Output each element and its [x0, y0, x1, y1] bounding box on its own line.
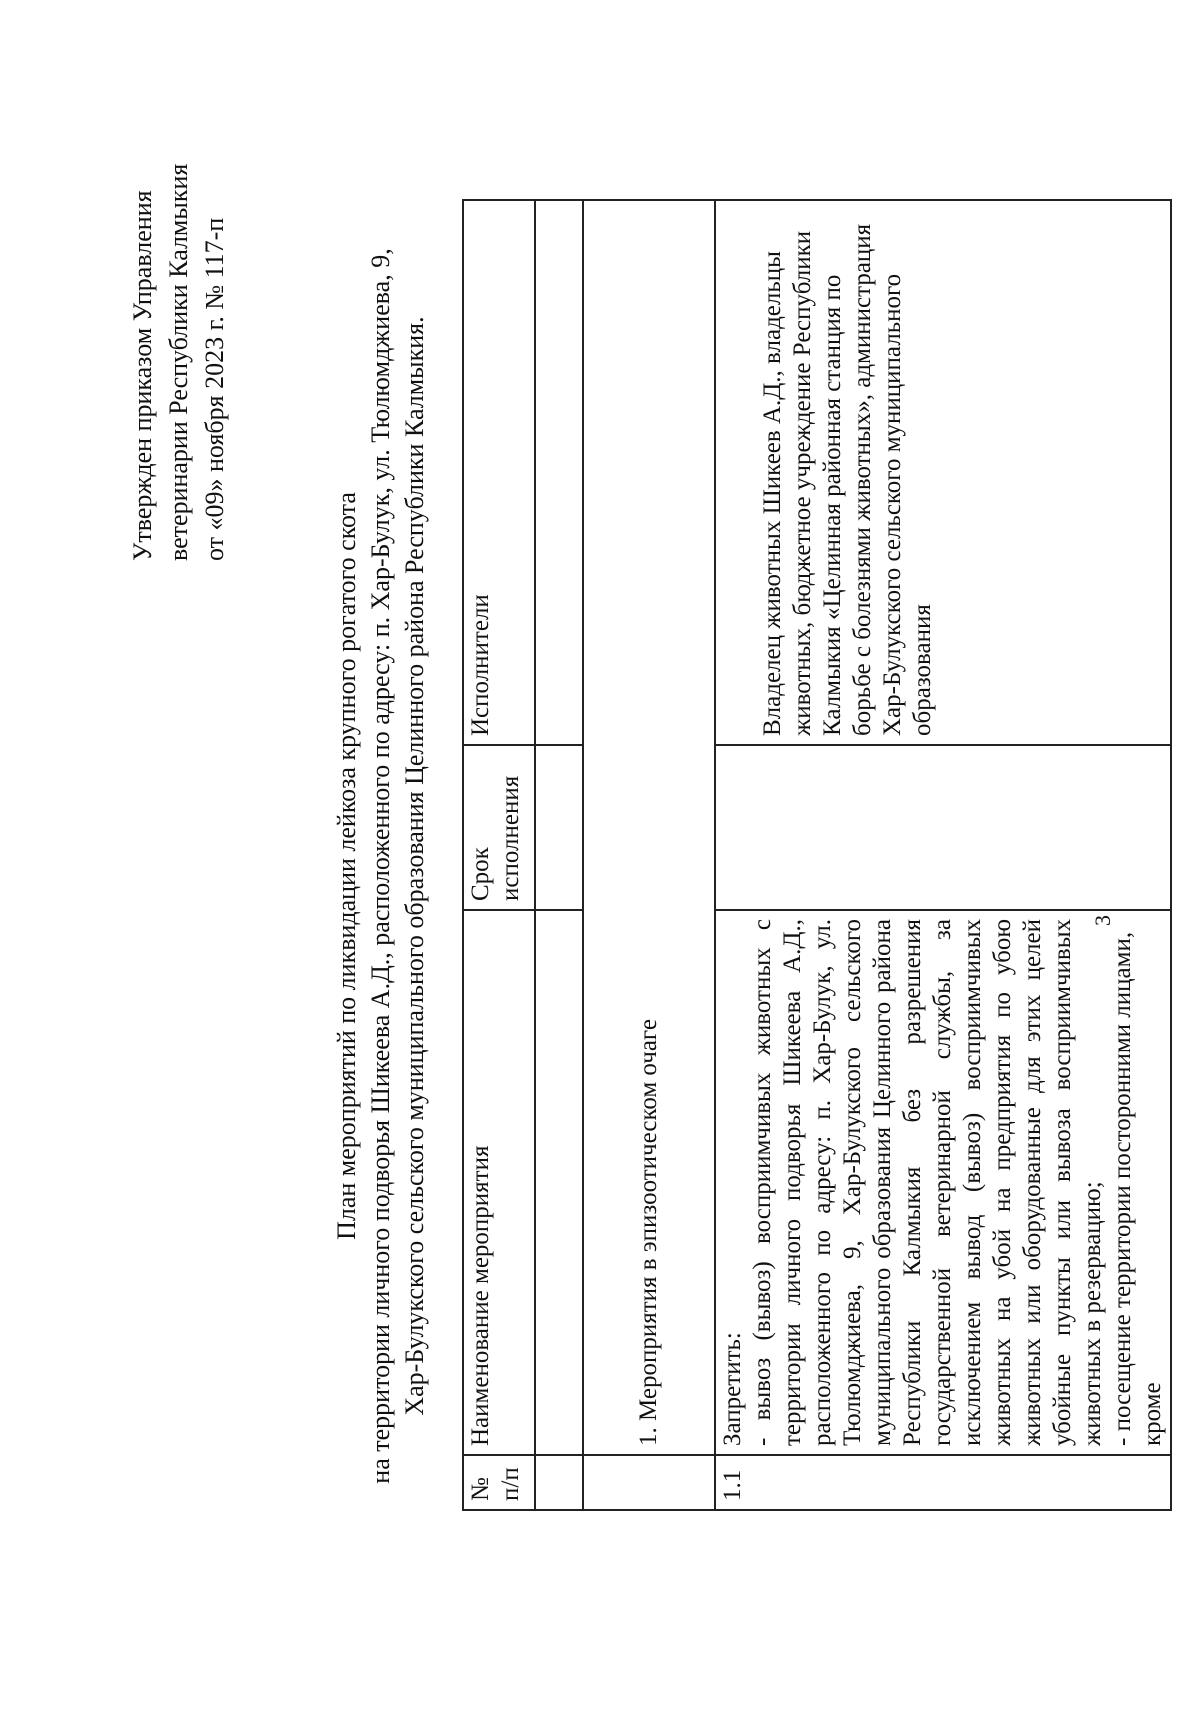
row-num: 1.1 — [715, 1455, 1171, 1510]
header-executors: Исполнители — [463, 200, 535, 745]
section-row — [583, 200, 715, 1510]
page-number: 3 — [1090, 915, 1115, 926]
table-spacer-row — [535, 200, 583, 1510]
plan-title-line-2: на территории личного подворья Шикеева А.Д., расположенного по адресу: п. Хар-Булук, ул. Тюлюмджиева, 9, — [366, 248, 395, 1484]
plan-title — [330, 201, 432, 1531]
row-name-line-3: - посещение территории посторонними лицами, кроме — [1109, 931, 1166, 1446]
plan-title-line-1: План мероприятий по ликвидации лейкоза крупного рогатого скота — [332, 492, 361, 1240]
table-row — [715, 200, 1171, 1510]
approval-line-1: Утвержден приказом Управления — [128, 190, 157, 561]
row-term — [715, 745, 1171, 910]
table-header-row — [463, 200, 535, 1510]
header-name: Наименование мероприятия — [463, 910, 535, 1455]
plan-title-line-3: Хар-Булукского сельского муниципального образования Целинного района Республики Калмыкия. — [400, 316, 429, 1416]
row-executors: Владелец животных Шикеев А.Д., владельцы животных, бюджетное учреждение Республики Калмыкия «Целинная районная станция по борьбе с болезнями животных», администрация Хар-Булукского сельского муниципального образования — [715, 200, 1171, 745]
row-name-line-2: - вывоз (вывоз) восприимчивых животных с территории личного подворья Шикеева А.Д., расположенного по адресу: п. Хар-Булук, ул. Тюлюмджиева, 9, Хар-Булукского сельского муниципального образования Целинного района Республики Калмыкия без разрешения государственной ветеринарной службы, за исключением вывод (вывоз) восприимчивых животных на убой на предприятия по убою животных или оборудованные для этих целей убойные пункты или вывоза восприимчивых животных в резервацию; — [749, 919, 1106, 1446]
approval-line-2: ветеринарии Республики Калмыкия — [164, 163, 193, 561]
header-num: № п/п — [463, 1455, 535, 1510]
row-name-line-1: Запретить: — [719, 1332, 746, 1446]
approval-line-3: от «09» ноября 2023 г. № 117-п — [200, 217, 229, 561]
measures-table — [462, 199, 1172, 1511]
row-name — [715, 910, 1171, 1455]
approval-stamp — [125, 1, 233, 561]
header-term: Срок исполнения — [463, 745, 535, 910]
section-title: 1. Мероприятия в эпизоотическом очаге — [583, 200, 715, 1455]
